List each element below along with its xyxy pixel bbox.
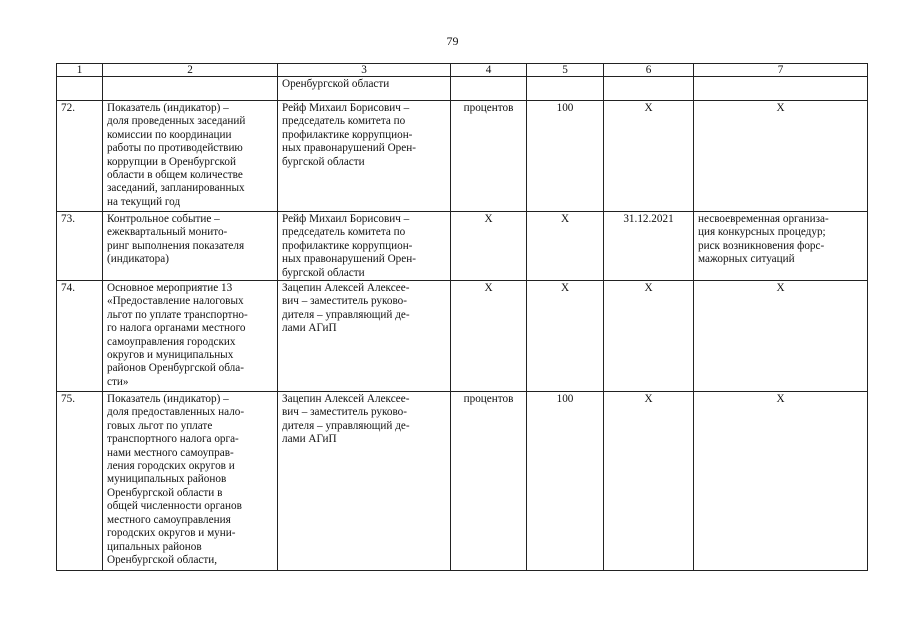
risks-cell: Х <box>694 101 868 212</box>
unit-cell: процентов <box>451 392 527 571</box>
date-cell: Х <box>604 101 694 212</box>
date-cell: Х <box>604 281 694 392</box>
row-number-cell: 74. <box>57 281 103 392</box>
risks-cell: несвоевременная организа- ция конкурсных процедур; риск возникновения форс- мажорных ситуаций <box>694 212 868 281</box>
name-cell: Основное мероприятие 13 «Предоставление налоговых льгот по уплате транспортно- го налога органами местного самоуправления городских округов и муниципальных районов Оренбургской обла- сти» <box>103 281 278 392</box>
responsible-cell: Рейф Михаил Борисович – председатель комитета по профилактике коррупцион- ных правонарушений Орен- бургской области <box>278 101 451 212</box>
responsible-cell: Оренбургской области <box>278 77 451 101</box>
row-number-cell: 72. <box>57 101 103 212</box>
responsible-cell: Рейф Михаил Борисович – председатель комитета по профилактике коррупцион- ных правонарушений Орен- бургской области <box>278 212 451 281</box>
unit-cell: процентов <box>451 101 527 212</box>
column-header: 5 <box>527 64 604 77</box>
unit-cell: Х <box>451 281 527 392</box>
column-header: 7 <box>694 64 868 77</box>
column-header: 6 <box>604 64 694 77</box>
table-cell <box>103 77 278 101</box>
table-cell <box>694 77 868 101</box>
date-cell: 31.12.2021 <box>604 212 694 281</box>
table-cell <box>527 77 604 101</box>
table-row <box>57 212 868 281</box>
continuation-row <box>57 77 868 101</box>
row-number-cell: 73. <box>57 212 103 281</box>
table-row <box>57 392 868 571</box>
name-cell: Показатель (индикатор) – доля проведенных заседаний комиссии по координации работы по противодействию коррупции в Оренбургской области в общем количестве заседаний, запланированных на текущий год <box>103 101 278 212</box>
table-cell <box>604 77 694 101</box>
column-header: 3 <box>278 64 451 77</box>
value-cell: 100 <box>527 392 604 571</box>
responsible-cell: Зацепин Алексей Алексее- вич – заместитель руково- дителя – управляющий де- лами АГиП <box>278 281 451 392</box>
name-cell: Контрольное событие – ежеквартальный монито- ринг выполнения показателя (индикатора) <box>103 212 278 281</box>
table-row <box>57 281 868 392</box>
column-header: 1 <box>57 64 103 77</box>
table-row <box>57 101 868 212</box>
value-cell: Х <box>527 212 604 281</box>
plan-table <box>56 63 868 571</box>
name-cell: Показатель (индикатор) – доля предоставленных нало- говых льгот по уплате транспортного налога орга- нами местного самоуправ- ления городских округов и муниципальных районов Оренбургской области в общей численности органов местного самоуправления городских округов и муни- ципальных районов Оренбургской области, <box>103 392 278 571</box>
row-number-cell: 75. <box>57 392 103 571</box>
table-header-row <box>57 64 868 77</box>
table-cell <box>57 77 103 101</box>
date-cell: Х <box>604 392 694 571</box>
risks-cell: Х <box>694 281 868 392</box>
value-cell: Х <box>527 281 604 392</box>
value-cell: 100 <box>527 101 604 212</box>
page-number: 79 <box>446 34 459 48</box>
column-header: 4 <box>451 64 527 77</box>
risks-cell: Х <box>694 392 868 571</box>
unit-cell: Х <box>451 212 527 281</box>
responsible-cell: Зацепин Алексей Алексее- вич – заместитель руково- дителя – управляющий де- лами АГиП <box>278 392 451 571</box>
table-cell <box>451 77 527 101</box>
column-header: 2 <box>103 64 278 77</box>
